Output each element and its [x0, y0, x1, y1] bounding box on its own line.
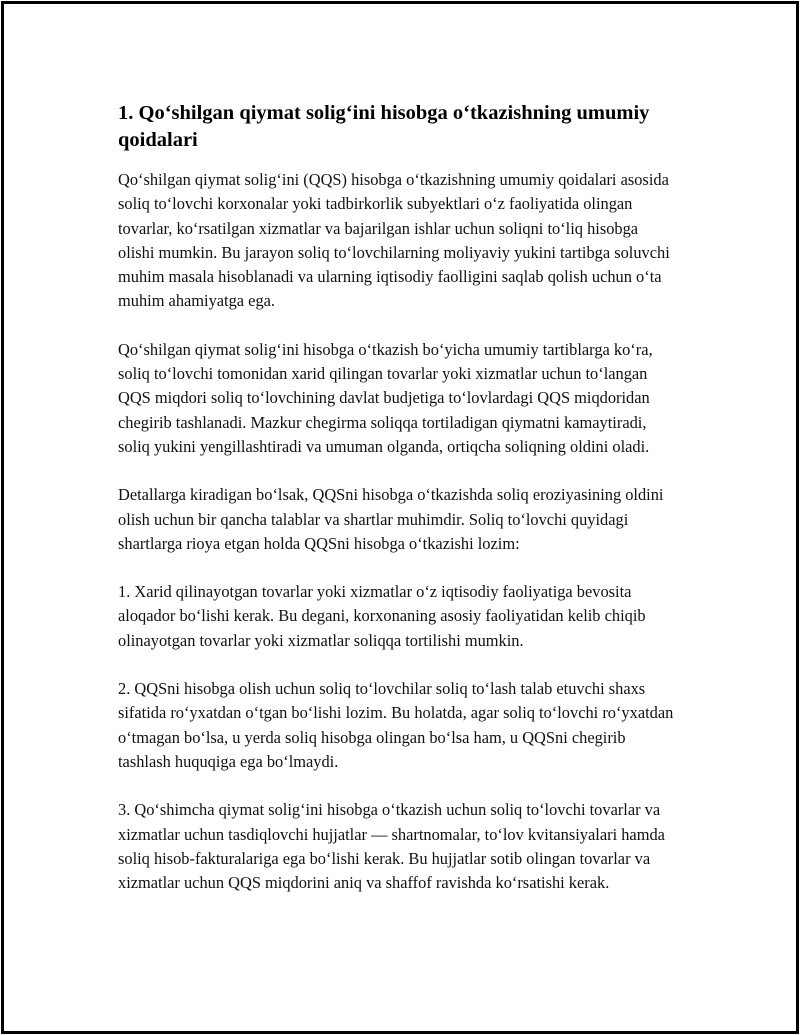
- list-item-condition-2: 2. QQSni hisobga olish uchun soliq to‘lovchilar soliq to‘lash talab etuvchi shaxs sifatida ro‘yxatdan o‘tgan bo‘lishi lozim. Bu holatda, agar soliq to‘lovchi ro‘yxatdan o‘tmagan bo‘lsa, u yerda soliq hisobga olingan bo‘lsa ham, u QQSni chegirib tashlash huquqiga ega bo‘lmaydi.: [118, 679, 674, 771]
- list-item-condition-1: 1. Xarid qilinayotgan tovarlar yoki xizmatlar o‘z iqtisodiy faoliyatiga bevosita aloqador bo‘lishi kerak. Bu degani, korxonaning asosiy faoliyatidan kelib chiqib olinayotgan tovarlar yoki xizmatlar soliqqa tortilishi mumkin.: [118, 582, 646, 650]
- paragraph-intro: Qo‘shilgan qiymat solig‘ini (QQS) hisobga o‘tkazishning umumiy qoidalari asosida soliq to‘lovchi korxonalar yoki tadbirkorlik subyektlari o‘z faoliyatida olingan tovarlar, ko‘rsatilgan xizmatlar va bajarilgan ishlar uchun soliqni to‘liq hisobga olishi mumkin. Bu jarayon soliq to‘lovchilarning moliyaviy yukini tartibga soluvchi muhim masala hisoblanadi va ularning iqtisodiy faolligini saqlab qolish uchun o‘ta muhim ahamiyatga ega.: [118, 170, 670, 311]
- section-heading: 1. Qo‘shilgan qiymat solig‘ini hisobga o‘tkazishning umumiy qoidalari: [118, 102, 650, 151]
- list-item-condition-3: 3. Qo‘shimcha qiymat solig‘ini hisobga o‘tkazish uchun soliq to‘lovchi tovarlar va xizmatlar uchun tasdiqlovchi hujjatlar — shartnomalar, to‘lov kvitansiyalari hamda soliq hisob-fakturalariga ega bo‘lishi kerak. Bu hujjatlar sotib olingan tovarlar va xizmatlar uchun QQS miqdorini aniq va shaffof ravishda ko‘rsatishi kerak.: [118, 800, 665, 893]
- paragraph-general-rules: Qo‘shilgan qiymat solig‘ini hisobga o‘tkazish bo‘yicha umumiy tartiblarga ko‘ra, soliq to‘lovchi tomonidan xarid qilingan tovarlar yoki xizmatlar uchun to‘langan QQS miqdori soliq to‘lovchining davlat budjetiga to‘lovlardagi QQS miqdoridan chegirib tashlanadi. Mazkur chegirma soliqqa tortiladigan qiymatni kamaytiradi, soliq yukini yengillashtiradi va umuman olganda, ortiqcha soliqning oldini oladi.: [118, 339, 653, 456]
- document-body: [118, 100, 678, 895]
- paragraph-conditions: Detallarga kiradigan bo‘lsak, QQSni hisobga o‘tkazishda soliq eroziyasining oldini olish uchun bir qancha talablar va shartlar muhimdir. Soliq to‘lovchi quyidagi shartlarga rioya etgan holda QQSni hisobga o‘tkazishi lozim:: [118, 485, 664, 553]
- page-border: [1, 1, 799, 1034]
